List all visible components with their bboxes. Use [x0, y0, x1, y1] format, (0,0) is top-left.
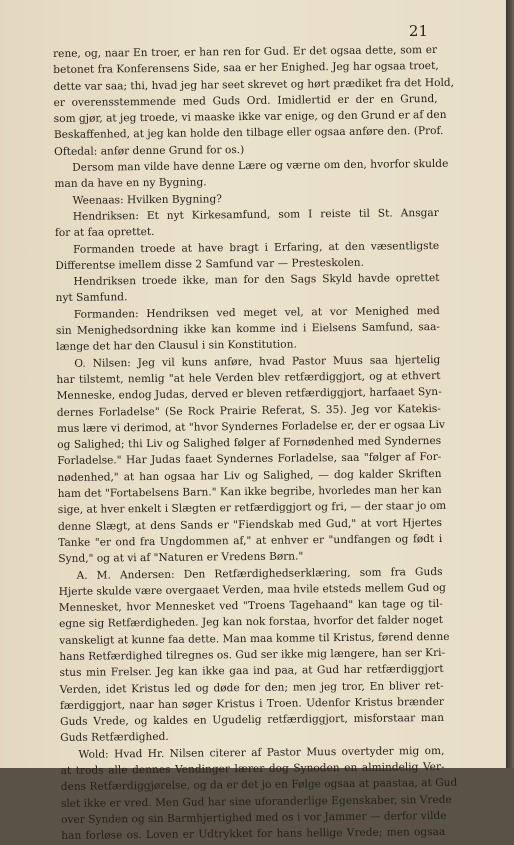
text-line: sige, at hver enkelt i Slægten er retfærdiggjort og fri, — der staar jo om — [57, 500, 447, 517]
text-line: vanskeligt at kunne faa dette. Man maa komme til Kristus, førend denne — [59, 630, 450, 647]
text-line: for at faa oprettet. — [54, 226, 155, 240]
text-line: betonet fra Konferensens Side, saa er her Enighed. Jeg har ogsaa troet, — [53, 60, 439, 77]
text-line: sin Menighedsordning ikke kan komme ind i Eielsens Samfund, saa- — [55, 321, 441, 338]
text-line: nødenhed," at han ogsaa har Liv og Salighed, — dog kalder Skriften — [57, 467, 442, 484]
text-line: denne Slægt, at dens Sands er "Fiendskab med Gud," at vort Hjertes — [57, 516, 443, 533]
page-text — [53, 42, 458, 845]
text-line: Hendriksen troede ikke, man for den Sags Skyld havde oprettet — [73, 272, 440, 288]
text-line: Weenaas: Hvilken Bygning? — [72, 192, 223, 207]
page-number: 21 — [408, 22, 428, 40]
text-line: ham det "Fortabelsens Barn." Kan ikke begribe, hvorledes man her kan — [57, 483, 442, 500]
text-line: Forladelse." Har Judas faaet Syndernes Forladelse, saa "følger af For- — [57, 451, 442, 468]
text-line: færdiggjort, naar han søger Kristus i Troen. Udenfor Kristus brænder — [59, 695, 444, 712]
text-line: dernes Forladelse" (Se Rock Prairie Referat, S. 35). Jeg vor Katekis- — [56, 402, 441, 419]
text-line: Oftedal: anfør denne Grund for os.) — [54, 143, 245, 158]
text-line: dette var saa; thi, hvad jeg har seet skrevet og hørt prædiket fra det Hold, — [53, 76, 455, 93]
text-line: Formanden: Hendriksen ved meget vel, at vor Menighed med — [73, 304, 440, 321]
text-line: han forløse os. Loven er Udtrykket for hans hellige Vrede; men ogsaa — [61, 826, 446, 843]
text-line: O. Nilsen: Jeg vil kuns anføre, hvad Pastor Muus saa hjertelig — [74, 353, 441, 370]
text-line: A. M. Andersen: Den Retfærdighedserklæring, som fra Guds — [76, 565, 443, 582]
text-line: hans Retfærdighed tilregnes os. Gud ser ikke mig længere, han ser Kri- — [59, 646, 446, 663]
text-line: Hjerte skulde være overgaaet Verden, maa hvile etsteds mellem Gud og — [58, 581, 446, 598]
text-line: Formanden troede at have bragt i Erfaring, at den væsentligste — [73, 239, 440, 256]
text-line: Hendriksen: Et nyt Kirkesamfund, som I reiste til St. Ansgar — [72, 206, 439, 223]
text-line: har tilstemt, nemlig "at hele Verden blev retfærdiggjort, og at ethvert — [56, 369, 441, 386]
text-line: man da have en ny Bygning. — [54, 176, 207, 191]
text-line: som gjør, at jeg troede, vi maaske ikke var enige, og den Grund er af den — [53, 109, 447, 126]
text-line: Tanke "er ond fra Ungdommen af," at enhver er "undfangen og født i — [58, 532, 443, 549]
text-line: Wold: Hvad Hr. Nilsen citerer af Pastor Muus overtyder mig om, — [78, 744, 445, 761]
text-line: Beskaffenhed, at jeg kan holde den tilbage eller ogsaa anføre den. (Prof. — [53, 125, 444, 142]
text-line: stus min Frelser. Jeg kan ikke gaa ind paa, at Gud har retfærdiggjort — [59, 663, 444, 680]
text-line: mus lære vi derimod, at "hvor Syndernes Forladelse er, der er ogsaa Liv — [56, 418, 445, 435]
text-line: dens Retfærdiggjørelse, og da er det jo en Følge ogsaa at paastaa, at Gud — [60, 777, 458, 794]
text-line: Guds Vrede, og kaldes en Ugudelig retfærdiggjort, misforstaar man — [60, 712, 445, 729]
text-line: slet ikke er vred. Men Gud har sine uforanderlige Egenskaber, sin Vrede — [60, 793, 452, 810]
text-line: Synd," og at vi af "Naturen er Vredens Børn." — [58, 550, 304, 566]
text-line: egne sig Retfærdigheden. Jeg kan nok forstaa, hvorfor det falder noget — [58, 614, 444, 631]
page-edge — [506, 0, 514, 768]
text-line: længe det har den Clausul i sin Konstitution. — [56, 338, 297, 354]
text-line: rene, og, naar En troer, er han ren for Gud. Er det ogsaa dette, som er — [53, 43, 438, 60]
text-line: at trods alle dennes Vendinger lærer dog Synoden en almindelig Ver- — [60, 761, 445, 778]
text-line: Menneske, endog Judas, derved er bleven retfærdiggjort, harfaaet Syn- — [56, 386, 442, 403]
text-line: Verden, idet Kristus led og døde for den; men jeg tror, En bliver ret- — [59, 679, 444, 696]
text-line: Mennesket, hvor Mennesket ved "Troens Tagehaand" kan tage og til- — [58, 598, 443, 615]
text-line: Differentse imellem disse 2 Samfund var — Presteskolen. — [55, 256, 365, 272]
text-line: Dersom man vilde have denne Lære og værne om den, hvorfor skulde — [72, 157, 449, 174]
text-line: Guds Retfærdighed. — [60, 731, 169, 745]
text-line: nyt Samfund. — [55, 291, 128, 305]
text-line: over Synden og sin Barmhjertighed med os i vor Jammer — derfor vilde — [61, 809, 447, 826]
text-line: og Salighed; thi Liv og Salighed følger af Fornødenhed med Syndernes — [57, 435, 442, 452]
text-line: er overensstemmende med Guds Ord. Imidlertid er der en Grund, — [53, 92, 438, 109]
